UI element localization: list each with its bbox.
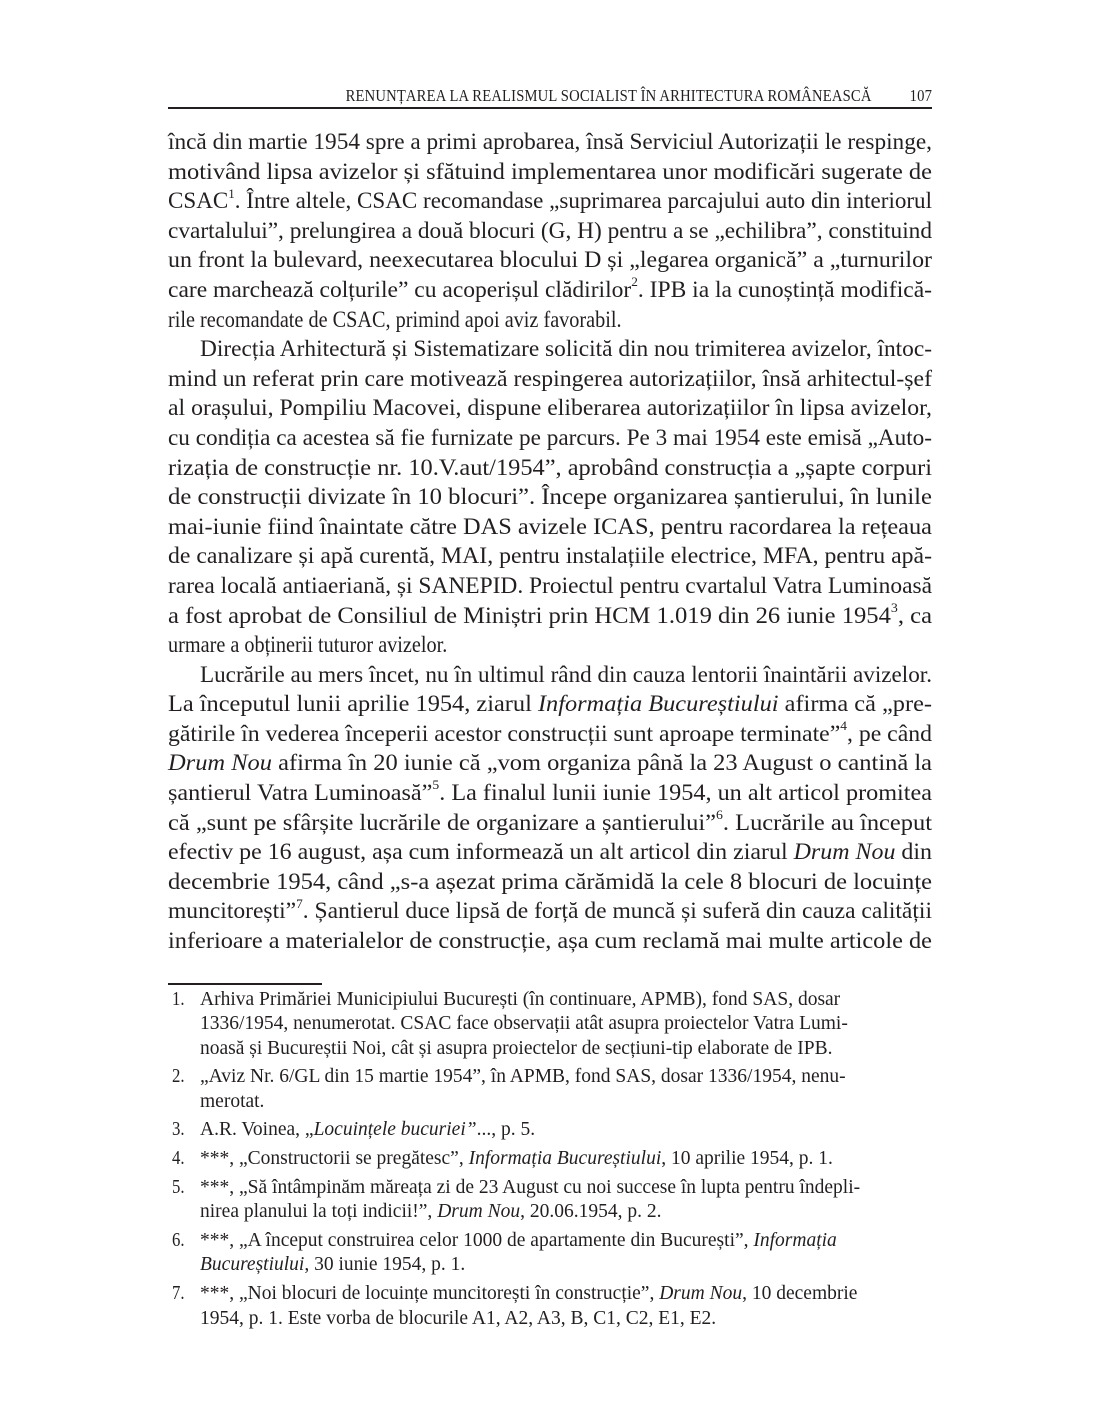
text-line	[168, 719, 932, 749]
line-content	[168, 186, 932, 216]
footnote-number: 4.	[172, 1148, 185, 1170]
text-run: , 10 decembrie	[742, 1283, 858, 1305]
text-line	[168, 305, 932, 335]
footnote-reference: 2	[631, 274, 638, 290]
text-run: , 10 aprilie 1954, p. 1.	[661, 1148, 833, 1170]
text-run: că „sunt pe sfârșite lucrările de organizare a șantierului”	[168, 809, 717, 835]
footnote-reference: 6	[716, 807, 723, 822]
text-run: Direcția Arhitectură și Sistematizare solicită din nou trimiterea avizelor, întoc-	[200, 336, 932, 362]
text-run: gătirile în vederea începerii acestor construcții sunt aproape terminate”	[168, 720, 841, 746]
footnote	[168, 1176, 932, 1225]
line-content	[168, 423, 932, 453]
line-content	[200, 1012, 848, 1036]
footnote-line	[168, 1118, 932, 1142]
text-line	[168, 778, 932, 808]
text-run: rile recomandate de CSAC, primind apoi aviz favorabil.	[168, 306, 622, 332]
text-run: Arhiva Primăriei Municipiului București (în continuare, APMB), fond SAS, dosar	[200, 989, 841, 1010]
line-content	[168, 778, 932, 808]
text-run: , ca	[897, 602, 932, 628]
footnote	[168, 1147, 932, 1171]
text-run: cu condiția ca acestea să fie furnizate pe parcurs. Pe 3 mai 1954 este emisă „Auto-	[168, 424, 932, 450]
footnote-line	[168, 1012, 932, 1036]
text-run: motivând lipsa avizelor și sfătuind implementarea unor modificări sugerate de	[168, 158, 932, 184]
line-content	[168, 216, 932, 246]
footnote-reference: 1	[228, 185, 235, 201]
line-content	[168, 808, 932, 838]
line-content	[168, 482, 932, 512]
line-content	[168, 157, 932, 187]
text-line	[168, 453, 932, 483]
italic-title: Bucureștiului	[200, 1254, 305, 1276]
text-run: nirea planului la toți indicii!”,	[200, 1201, 438, 1223]
text-line	[168, 127, 932, 157]
paragraph	[168, 660, 932, 956]
text-line	[168, 630, 932, 660]
text-line	[168, 364, 932, 394]
text-line	[168, 482, 932, 512]
text-run: „Aviz Nr. 6/GL din 15 martie 1954”, în APMB, fond SAS, dosar 1336/1954, nenu-	[200, 1066, 846, 1088]
text-run: CSAC	[168, 188, 229, 214]
line-content	[200, 1176, 860, 1200]
text-run: A.R. Voinea, „	[200, 1119, 314, 1141]
line-content	[168, 630, 447, 660]
text-run: urmare a obținerii tuturor avizelor.	[168, 632, 448, 658]
line-content	[200, 1253, 465, 1277]
footnote-line	[168, 1147, 932, 1171]
text-run: ***, „Noi blocuri de locuințe muncitorești în construcție”,	[200, 1283, 660, 1305]
italic-title: Informația Bucureștiului	[537, 691, 779, 717]
footnote	[168, 1065, 932, 1114]
text-line	[168, 216, 932, 246]
footnote-line	[168, 988, 932, 1012]
line-content	[200, 1147, 833, 1171]
line-content	[168, 867, 932, 897]
paragraph	[168, 334, 932, 660]
line-content	[168, 127, 932, 157]
footnotes	[168, 988, 932, 1331]
italic-title: Drum Nou	[437, 1201, 521, 1223]
footnote-line	[168, 1065, 932, 1089]
text-run: afirma în 20 iunie că „vom organiza până la 23 August o cantină la	[272, 750, 932, 776]
text-run: mind un referat prin care motivează respingerea autorizațiilor, însă arhitectul-șef	[168, 365, 932, 391]
text-run: La începutul lunii aprilie 1954, ziarul	[168, 691, 538, 717]
body-text	[168, 127, 932, 956]
text-line	[168, 571, 932, 601]
text-line	[168, 512, 932, 542]
italic-title: Informația	[753, 1230, 837, 1252]
line-content	[168, 393, 932, 423]
line-content	[200, 988, 840, 1012]
footnote	[168, 988, 932, 1061]
text-line	[168, 334, 932, 364]
footnote	[168, 1118, 932, 1142]
text-run: un front la bulevard, neexecutarea blocului D și „legarea organică” a „turnurilor	[168, 247, 932, 273]
text-run: Lucrările au mers încet, nu în ultimul rând din cauza lentorii înaintării avizelor.	[200, 661, 932, 687]
text-run: a fost aprobat de Consiliul de Miniștri prin HCM 1.019 din 26 iunie 1954	[168, 602, 891, 628]
line-content	[168, 896, 932, 926]
text-run: efectiv pe 16 august, așa cum informează un alt articol din ziarul	[168, 839, 794, 865]
line-content	[200, 1307, 716, 1331]
text-line	[168, 275, 932, 305]
text-line	[168, 601, 932, 631]
footnote	[168, 1282, 932, 1331]
line-content	[200, 334, 932, 364]
text-line	[168, 157, 932, 187]
text-run: de construcții divizate în 10 blocuri”. Începe organizarea șantierului, în lunile	[168, 484, 932, 510]
footnote-number: 5.	[172, 1177, 185, 1199]
footnote-reference: 5	[432, 777, 440, 793]
footnote-number: 6.	[172, 1230, 185, 1252]
text-run: din	[895, 839, 932, 865]
italic-title: Locuințele bucuriei”	[313, 1119, 477, 1141]
text-line	[168, 423, 932, 453]
line-content	[168, 275, 932, 305]
line-content	[168, 453, 932, 483]
text-run: , 20.06.1954, p. 2.	[520, 1201, 662, 1223]
line-content	[168, 305, 622, 335]
text-run: mai-iunie fiind înaintate către DAS avizele ICAS, pentru racordarea la rețeaua	[168, 513, 932, 539]
text-run: ***, „Constructorii se pregătesc”,	[200, 1148, 469, 1170]
italic-title: Drum Nou	[793, 839, 896, 865]
text-run: ***, „Să întâmpinăm măreața zi de 23 August cu noi succese în lupta pentru îndepli-	[200, 1177, 861, 1199]
line-content	[200, 1090, 264, 1114]
line-content	[168, 571, 932, 601]
line-content	[200, 1200, 661, 1224]
text-run: . La finalul lunii iunie 1954, un alt articol promitea	[439, 780, 932, 806]
text-line	[168, 245, 932, 275]
text-run: încă din martie 1954 spre a primi aprobarea, însă Serviciul Autorizații le respinge,	[168, 129, 932, 154]
text-run: rizația de construcție nr. 10.V.aut/1954”, aprobând construcția a „șapte corpuri	[168, 454, 932, 480]
line-content	[200, 1065, 846, 1089]
text-run: . Șantierul duce lipsă de forță de muncă și suferă din cauza calității	[302, 898, 932, 924]
footnote-line	[168, 1282, 932, 1306]
line-content	[168, 837, 932, 867]
footnote-reference: 7	[296, 895, 303, 911]
footnote-line	[168, 1200, 932, 1224]
text-run: . Între altele, CSAC recomandase „suprimarea parcajului auto din interiorul	[234, 188, 933, 214]
footnote-line	[168, 1090, 932, 1114]
line-content	[168, 926, 932, 956]
line-content	[168, 364, 932, 394]
footnote-line	[168, 1037, 932, 1061]
footnote-number: 7.	[172, 1283, 185, 1305]
text-run: noasă și Bucureștii Noi, cât și asupra proiectelor de secțiuni-tip elaborate de IPB.	[200, 1037, 833, 1059]
line-content	[200, 660, 932, 690]
line-content	[168, 601, 932, 631]
italic-title: Drum Nou	[168, 750, 273, 776]
line-content	[200, 1118, 535, 1142]
footnote-reference: 4	[840, 718, 847, 734]
line-content	[200, 1229, 837, 1253]
paragraph	[168, 127, 932, 334]
footnote-line	[168, 1253, 932, 1277]
text-line	[168, 748, 932, 778]
text-run: 1954, p. 1. Este vorba de blocurile A1, A2, A3, B, C1, C2, E1, E2.	[200, 1307, 717, 1329]
text-run: inferioare a materialelor de construcție, așa cum reclamă mai multe articole de	[168, 928, 932, 954]
text-line	[168, 837, 932, 867]
text-run: 1336/1954, nenumerotat. CSAC face observații atât asupra proiectelor Vatra Lumi-	[200, 1013, 848, 1035]
text-run: ***, „A început construirea celor 1000 de apartamente din București”,	[200, 1230, 754, 1252]
footnote-reference: 3	[890, 599, 898, 615]
footnote-number: 3.	[172, 1119, 185, 1141]
text-run: . Lucrările au început	[722, 809, 932, 835]
text-run: , 30 iunie 1954, p. 1.	[304, 1254, 466, 1276]
running-header	[168, 84, 932, 108]
text-run: al orașului, Pompiliu Macovei, dispune eliberarea autorizațiilor în lipsa avizelor,	[168, 395, 932, 421]
text-line	[168, 926, 932, 956]
page-number: 107	[909, 86, 932, 105]
footnote-number: 2.	[172, 1066, 185, 1088]
text-run: , pe când	[846, 720, 932, 746]
text-run: afirma că „pre-	[778, 691, 932, 717]
text-line	[168, 186, 932, 216]
text-line	[168, 867, 932, 897]
footnote-line	[168, 1307, 932, 1331]
text-run: rarea locală antiaeriană, și SANEPID. Proiectul pentru cvartalul Vatra Luminoasă	[168, 572, 932, 598]
text-run: ..., p. 5.	[476, 1119, 536, 1141]
footnote-separator	[168, 983, 322, 985]
line-content	[168, 541, 932, 571]
text-run: care marchează colțurile” cu acoperișul clădirilor	[168, 276, 632, 302]
footnote-line	[168, 1229, 932, 1253]
footnote-number: 1.	[172, 989, 185, 1010]
header-rule	[168, 107, 932, 109]
text-line	[168, 896, 932, 926]
text-run: șantierul Vatra Luminoasă”	[168, 780, 433, 806]
line-content	[200, 1037, 832, 1061]
text-line	[168, 393, 932, 423]
text-run: de canalizare și apă curentă, MAI, pentru instalațiile electrice, MFA, pentru apă-	[168, 543, 932, 569]
footnote	[168, 1229, 932, 1278]
line-content	[168, 719, 932, 749]
text-run: cvartalului”, prelungirea a două blocuri (G, H) pentru a se „echilibra”, constituind	[168, 217, 933, 243]
line-content	[200, 1282, 857, 1306]
line-content	[168, 689, 932, 719]
text-run: merotat.	[200, 1090, 265, 1112]
text-line	[168, 541, 932, 571]
line-content	[168, 512, 932, 542]
text-run: muncitorești”	[168, 898, 297, 924]
line-content	[168, 245, 932, 275]
italic-title: Drum Nou	[659, 1283, 743, 1305]
text-line	[168, 808, 932, 838]
text-run: decembrie 1954, când „s-a așezat prima cărămidă la cele 8 blocuri de locuințe	[168, 868, 932, 894]
text-run: . IPB ia la cunoștință modifică-	[637, 276, 932, 302]
line-content	[168, 748, 932, 778]
text-line	[168, 660, 932, 690]
running-title: RENUNȚAREA LA REALISMUL SOCIALIST ÎN ARHITECTURA ROMÂNEASCĂ	[346, 86, 872, 105]
footnote-line	[168, 1176, 932, 1200]
italic-title: Informația Bucureștiului	[468, 1148, 662, 1170]
text-line	[168, 689, 932, 719]
